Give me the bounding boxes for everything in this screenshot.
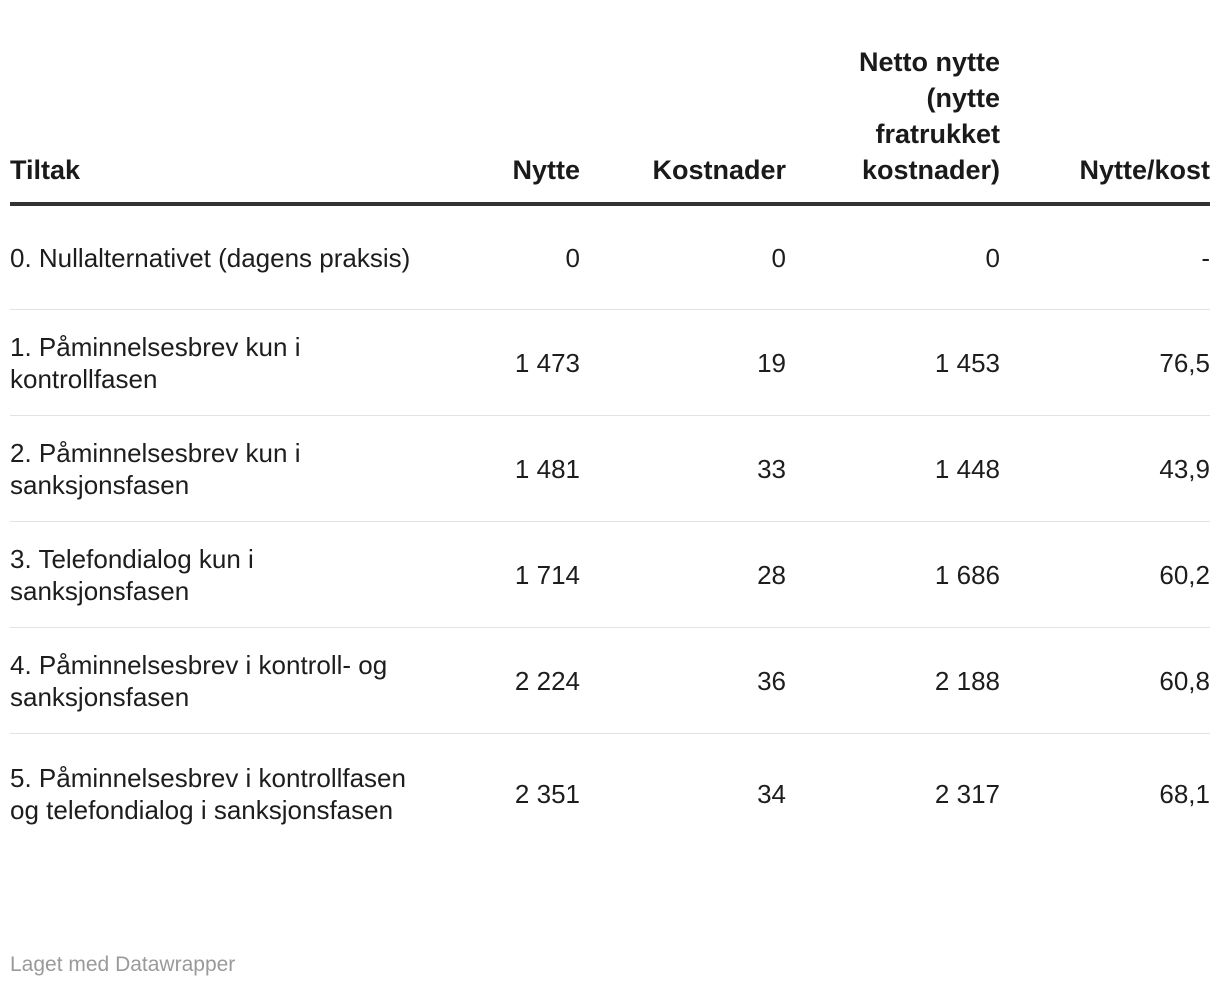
cell-kostnader: 34 xyxy=(757,779,786,809)
cell-tiltak: 1. Påminnelsesbrev kun i kontrollfasen xyxy=(10,310,430,416)
col-header-nytte[interactable]: Nytte xyxy=(430,44,580,204)
cell-nytte-kost: 68,1 xyxy=(1159,779,1210,809)
cell-kostnader: 0 xyxy=(580,204,786,310)
cell-nytte-kost: - xyxy=(1000,204,1210,310)
cell-tiltak: 3. Telefondialog kun i sanksjonsfasen xyxy=(10,522,430,628)
col-header-netto-nytte-label: Netto nytte (nytte fratrukket kostnader) xyxy=(859,47,1000,185)
data-table-container xyxy=(10,44,1210,854)
col-header-netto-nytte[interactable] xyxy=(786,44,1000,204)
cell-netto-nytte: 2 188 xyxy=(786,628,1000,734)
table-row xyxy=(10,628,1210,734)
cell-kostnader: 28 xyxy=(580,522,786,628)
table-body xyxy=(10,204,1210,854)
col-header-nytte-kost[interactable]: Nytte/kost xyxy=(1000,44,1210,204)
cost-benefit-table xyxy=(10,44,1210,854)
cell-nytte: 1 481 xyxy=(430,416,580,522)
table-row xyxy=(10,310,1210,416)
cell-netto-nytte: 2 317 xyxy=(934,779,1000,809)
cell-netto-nytte: 0 xyxy=(786,204,1000,310)
cell-nytte-kost: 43,9 xyxy=(1000,416,1210,522)
cell-nytte-kost: 60,2 xyxy=(1000,522,1210,628)
cell-netto-nytte: 1 453 xyxy=(786,310,1000,416)
cell-tiltak: 4. Påminnelsesbrev i kontroll- og sanksjonsfasen xyxy=(10,628,430,734)
table-header xyxy=(10,44,1210,204)
table-row xyxy=(10,734,1210,855)
cell-nytte: 1 714 xyxy=(430,522,580,628)
cell-nytte: 0 xyxy=(430,204,580,310)
cell-kostnader: 33 xyxy=(580,416,786,522)
cell-kostnader: 19 xyxy=(580,310,786,416)
cell-nytte-kost: 60,8 xyxy=(1000,628,1210,734)
table-row xyxy=(10,416,1210,522)
col-header-tiltak[interactable]: Tiltak xyxy=(10,44,430,204)
col-header-kostnader[interactable]: Kostnader xyxy=(580,44,786,204)
cell-netto-nytte: 1 686 xyxy=(786,522,1000,628)
cell-tiltak: 0. Nullalternativet (dagens praksis) xyxy=(10,204,430,310)
cell-nytte-kost: 76,5 xyxy=(1000,310,1210,416)
cell-tiltak: 2. Påminnelsesbrev kun i sanksjonsfasen xyxy=(10,416,430,522)
cell-tiltak: 5. Påminnelsesbrev i kontrollfasen og telefondialog i sanksjonsfasen xyxy=(10,763,406,825)
cell-netto-nytte: 1 448 xyxy=(786,416,1000,522)
datawrapper-credit[interactable]: Laget med Datawrapper xyxy=(10,953,236,976)
table-row xyxy=(10,522,1210,628)
cell-nytte: 1 473 xyxy=(430,310,580,416)
cell-nytte: 2 351 xyxy=(514,779,580,809)
cell-kostnader: 36 xyxy=(580,628,786,734)
table-row xyxy=(10,204,1210,310)
header-row xyxy=(10,44,1210,204)
cell-nytte: 2 224 xyxy=(430,628,580,734)
